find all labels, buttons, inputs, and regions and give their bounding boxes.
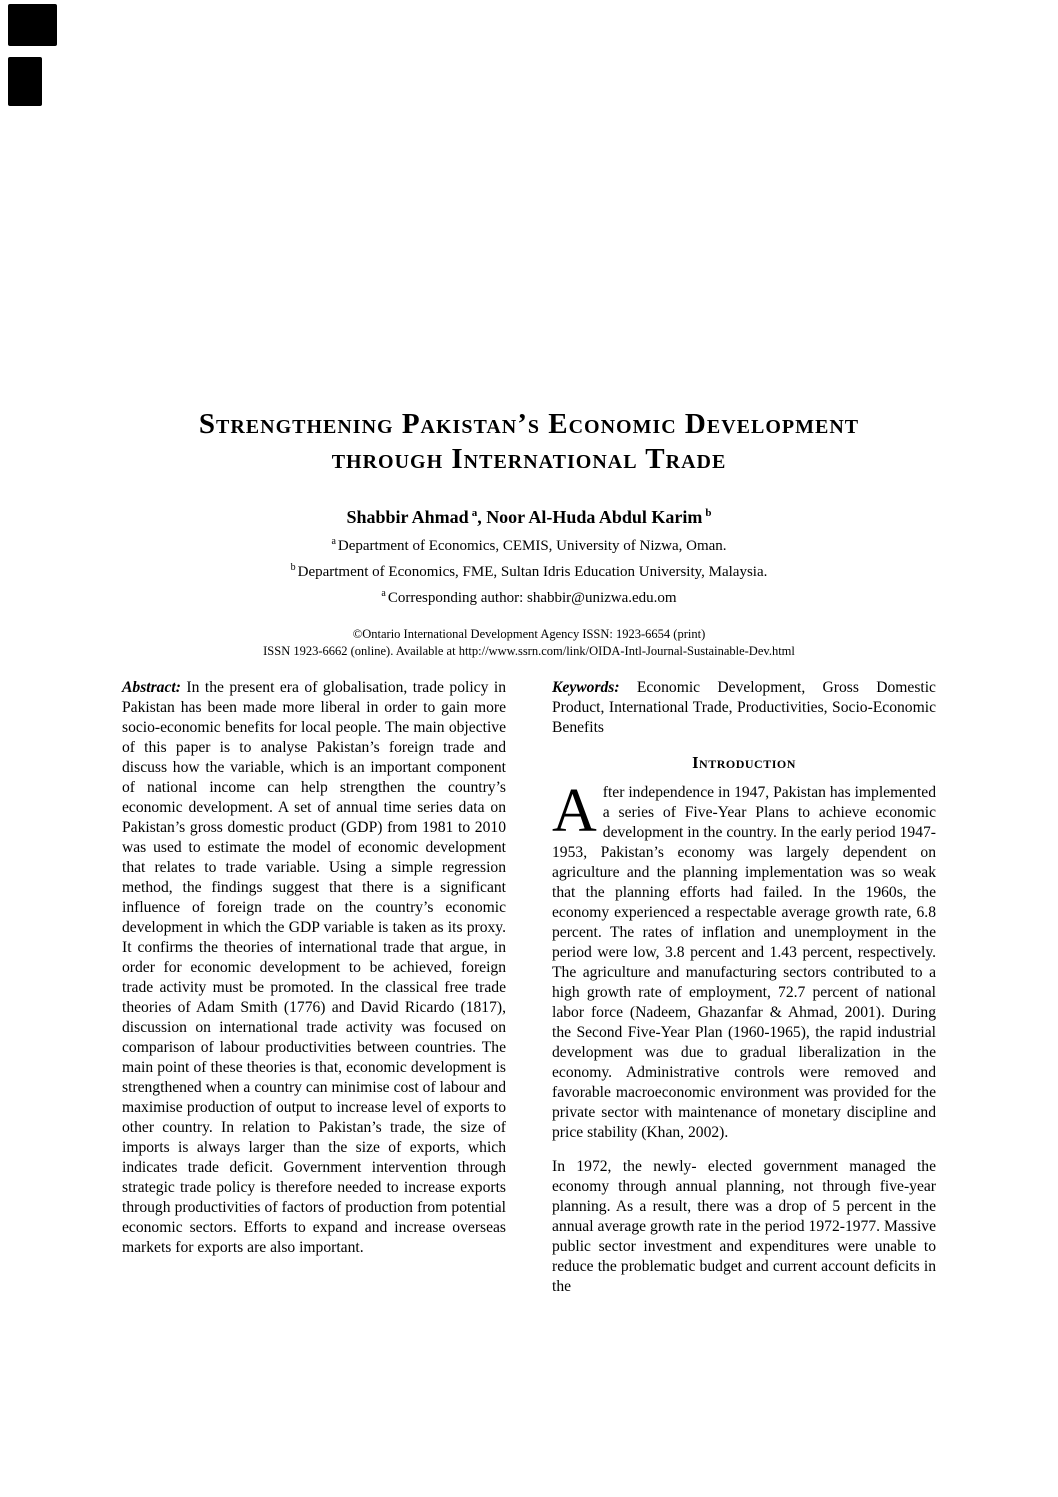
corresponding-author-marker: a xyxy=(381,588,386,599)
author-2-affiliation-marker: b xyxy=(705,507,712,519)
journal-imprint xyxy=(0,626,1058,660)
scan-artifact-top xyxy=(8,4,57,46)
imprint-issn-print: ©Ontario International Development Agency ISSN: 1923-6654 (print) xyxy=(352,627,706,641)
title-line-2: through International Trade xyxy=(331,443,727,475)
corresponding-author-text: Corresponding author: shabbir@unizwa.edu.om xyxy=(387,590,677,606)
affiliation-line-2 xyxy=(0,557,1058,583)
keywords-paragraph xyxy=(552,678,936,738)
affiliation-line-1 xyxy=(0,531,1058,557)
introduction-paragraph-2: In 1972, the newly- elected government managed the economy through annual planning, not through five-year planning. As a result, there was a drop of 5 percent in the annual average growth rate in the period 1972-1977. Massive public sector investment and expenditures were unable to reduce the problematic budget and current account deficits in the xyxy=(552,1158,936,1295)
dropcap-letter: A xyxy=(552,777,597,845)
introduction-heading: Introduction xyxy=(692,753,796,772)
affiliation-2-text: Department of Economics, FME, Sultan Idris Education University, Malaysia. xyxy=(297,564,768,580)
affiliation-1-text: Department of Economics, CEMIS, University of Nizwa, Oman. xyxy=(337,538,727,554)
right-column xyxy=(552,678,936,1297)
keywords-text: Economic Development, Gross Domestic Product, International Trade, Productivities, Socio-Economic Benefits xyxy=(552,679,936,736)
abstract-text: In the present era of globalisation, trade policy in Pakistan has been made more liberal in order to gain more socio-economic benefits for local people. The main objective of this paper is to analyse Pakistan’s foreign trade and discuss how the variable, which is an important component of national income can help strengthen the country’s economic development. A set of annual time series data on Pakistan’s gross domestic product (GDP) from 1981 to 2010 was used to estimate the model of economic development that relates to trade variable. Using a simple regression method, the findings suggest that there is a significant influence of foreign trade on the country’s economic development in which the GDP variable is taken as its proxy. It confirms the theories of international trade that argue, in order for economic development to be achieved, foreign trade activity must be promoted. In the classical free trade theories of Adam Smith (1776) and David Ricardo (1817), discussion on international trade activity was focused on comparison of labour productivities between countries. The main point of these theories is that, economic development is strengthened when a country can minimise cost of labour and maximise production of output to increase level of exports to other country. In relation to Pakistan’s trade, the size of imports is always larger than the size of exports, which indicates trade deficit. Government intervention through strategic trade policy is therefore needed to increase exports through productivities of factors of production from potential economic sectors. Efforts to expand and increase overseas markets for exports are also important. xyxy=(122,679,506,1256)
introduction-paragraph-1 xyxy=(552,777,936,1143)
corresponding-author-line xyxy=(0,583,1058,609)
paper-title xyxy=(0,407,1058,477)
affiliation-2-marker: b xyxy=(290,562,296,573)
authors-separator: , xyxy=(477,507,482,527)
introduction-paragraph-1-text: fter independence in 1947, Pakistan has implemented a series of Five-Year Plans to achieve economic development in the country. In the early period 1947-1953, Pakistan’s economy was largely dependent on agriculture and the planning implementation was so weak that the planning efforts had failed. In the 1960s, the economy experienced a respectable average growth rate, 6.8 percent. The rates of inflation and unemployment in the period were low, 3.8 percent and 1.43 percent, respectively. The agriculture and manufacturing sectors contributed to a high growth rate of employment, 72.7 percent of national labor force (Nadeem, Ghazanfar & Ahmad, 2001). During the Second Five-Year Plan (1960-1965), the rapid industrial development was due to gradual liberalization in the economy. Administrative controls were removed and favorable macroeconomic environment was provided for the private sector with maintenance of monetary discipline and price stability (Khan, 2002). xyxy=(552,784,936,1141)
left-column xyxy=(122,678,506,1297)
scan-artifact-bottom xyxy=(8,57,42,106)
author-1: Shabbir Ahmad xyxy=(346,507,469,527)
authors-line xyxy=(0,501,1058,529)
imprint-issn-online-url: ISSN 1923-6662 (online). Available at http://www.ssrn.com/link/OIDA-Intl-Journal-Sustainable-Dev.html xyxy=(263,644,795,658)
abstract-paragraph xyxy=(122,678,506,1258)
paper-header xyxy=(0,0,1058,660)
author-1-affiliation-marker: a xyxy=(471,507,478,519)
title-line-1: Strengthening Pakistan’s Economic Development xyxy=(198,408,860,440)
keywords-label: Keywords: xyxy=(552,679,620,696)
author-2: Noor Al-Huda Abdul Karim xyxy=(486,507,703,527)
affiliation-1-marker: a xyxy=(331,536,336,547)
abstract-label: Abstract: xyxy=(122,679,181,696)
two-column-body xyxy=(0,660,1058,1297)
